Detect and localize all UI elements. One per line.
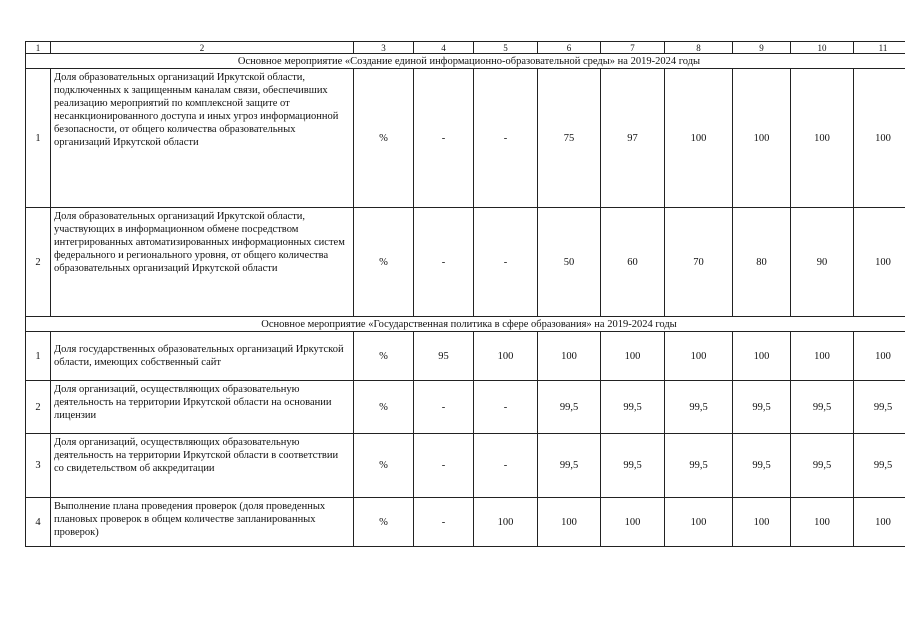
- table-row: [26, 434, 905, 498]
- column-number: 11: [854, 42, 905, 54]
- value-cell: 70: [665, 208, 733, 317]
- value-cell: 75: [538, 69, 601, 208]
- value-cell: -: [414, 381, 474, 434]
- value-cell: 100: [733, 332, 791, 381]
- value-cell: 99,5: [601, 381, 665, 434]
- indicator-description: Выполнение плана проведения проверок (доля проведенных плановых проверок в общем количестве запланированных проверок): [51, 498, 354, 547]
- value-cell: 100: [665, 69, 733, 208]
- value-cell: 99,5: [538, 434, 601, 498]
- value-cell: 99,5: [854, 381, 905, 434]
- value-cell: 100: [538, 332, 601, 381]
- column-number: 8: [665, 42, 733, 54]
- value-cell: -: [414, 498, 474, 547]
- value-cell: 99,5: [538, 381, 601, 434]
- value-cell: 99,5: [665, 434, 733, 498]
- value-cell: 90: [791, 208, 854, 317]
- column-number: 1: [26, 42, 51, 54]
- column-number-row: [26, 42, 905, 54]
- table-row: [26, 498, 905, 547]
- value-cell: 100: [854, 69, 905, 208]
- row-number: 3: [26, 434, 51, 498]
- value-cell: -: [474, 434, 538, 498]
- section-title: Основное мероприятие «Создание единой информационно-образовательной среды» на 2019-2024 годы: [26, 54, 905, 69]
- table-row: [26, 69, 905, 208]
- value-cell: 100: [601, 498, 665, 547]
- table-row: [26, 208, 905, 317]
- column-number: 7: [601, 42, 665, 54]
- section-title: Основное мероприятие «Государственная политика в сфере образования» на 2019-2024 годы: [26, 317, 905, 332]
- value-cell: 100: [791, 498, 854, 547]
- unit-cell: %: [354, 69, 414, 208]
- indicator-description: Доля образовательных организаций Иркутской области, подключенных к защищенным каналам связи, обеспечивших реализацию мероприятий по комплексной защите от несанкционированного доступа и иных угроз информационной безопасности, от общего количества образовательных организаций Иркутской области: [51, 69, 354, 208]
- value-cell: 100: [601, 332, 665, 381]
- row-number: 2: [26, 381, 51, 434]
- value-cell: 99,5: [791, 381, 854, 434]
- value-cell: 100: [791, 69, 854, 208]
- row-number: 4: [26, 498, 51, 547]
- column-number: 3: [354, 42, 414, 54]
- unit-cell: %: [354, 381, 414, 434]
- value-cell: 97: [601, 69, 665, 208]
- value-cell: 99,5: [733, 381, 791, 434]
- value-cell: 100: [665, 498, 733, 547]
- indicator-description: Доля государственных образовательных организаций Иркутской области, имеющих собственный сайт: [51, 332, 354, 381]
- table-row: [26, 381, 905, 434]
- value-cell: 99,5: [601, 434, 665, 498]
- indicators-table: [25, 41, 905, 547]
- value-cell: 100: [538, 498, 601, 547]
- value-cell: 99,5: [791, 434, 854, 498]
- value-cell: 80: [733, 208, 791, 317]
- unit-cell: %: [354, 434, 414, 498]
- unit-cell: %: [354, 208, 414, 317]
- row-number: 1: [26, 332, 51, 381]
- indicator-description: Доля образовательных организаций Иркутской области, участвующих в информационном обмене посредством интегрированных автоматизированных информационных систем федерального и регионального уровня, от общего количества образовательных организаций Иркутской области: [51, 208, 354, 317]
- value-cell: 100: [854, 208, 905, 317]
- value-cell: -: [474, 208, 538, 317]
- column-number: 4: [414, 42, 474, 54]
- value-cell: 95: [414, 332, 474, 381]
- value-cell: -: [474, 69, 538, 208]
- value-cell: 99,5: [854, 434, 905, 498]
- value-cell: -: [474, 381, 538, 434]
- value-cell: -: [414, 434, 474, 498]
- indicator-description: Доля организаций, осуществляющих образовательную деятельность на территории Иркутской области на основании лицензии: [51, 381, 354, 434]
- value-cell: 100: [665, 332, 733, 381]
- column-number: 6: [538, 42, 601, 54]
- value-cell: 100: [474, 332, 538, 381]
- table-row: [26, 332, 905, 381]
- value-cell: 100: [733, 69, 791, 208]
- value-cell: 50: [538, 208, 601, 317]
- unit-cell: %: [354, 498, 414, 547]
- value-cell: 100: [474, 498, 538, 547]
- column-number: 10: [791, 42, 854, 54]
- section-title-row: [26, 54, 905, 69]
- column-number: 9: [733, 42, 791, 54]
- column-number: 2: [51, 42, 354, 54]
- value-cell: -: [414, 69, 474, 208]
- row-number: 1: [26, 69, 51, 208]
- value-cell: 100: [854, 498, 905, 547]
- value-cell: 100: [791, 332, 854, 381]
- value-cell: 100: [733, 498, 791, 547]
- unit-cell: %: [354, 332, 414, 381]
- value-cell: 99,5: [665, 381, 733, 434]
- value-cell: 60: [601, 208, 665, 317]
- value-cell: 99,5: [733, 434, 791, 498]
- row-number: 2: [26, 208, 51, 317]
- indicator-description: Доля организаций, осуществляющих образовательную деятельность на территории Иркутской области в соответствии со свидетельством об аккредитации: [51, 434, 354, 498]
- value-cell: -: [414, 208, 474, 317]
- column-number: 5: [474, 42, 538, 54]
- section-title-row: [26, 317, 905, 332]
- value-cell: 100: [854, 332, 905, 381]
